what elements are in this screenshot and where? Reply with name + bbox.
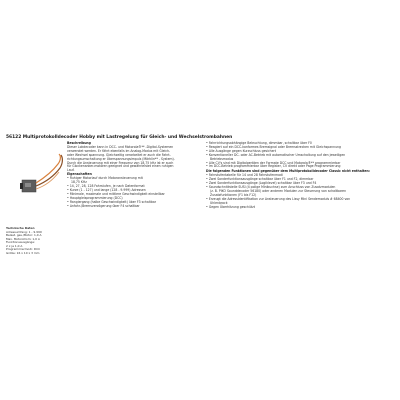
feature-item: • Alle Ausgänge gegen Kurzschluss gesichert [206,150,396,154]
decoder-chip [25,183,31,187]
tech-item: Max. Motorstrom: 1,0 A [6,236,40,241]
extra-item: • Zwei Sonderfunktionsausgänge schaltbar über F1 und F2, dimmbar [206,178,396,182]
tech-item: 2 x je 1,0 A [6,243,23,248]
extra-item: • Zwei Sonderfunktionsausgänge (Logiklevel) schaltbar über F3 und F4 [206,182,396,186]
feature-item: • Im DCC-Betrieb programmierbar über Register, CV direkt oder Page Programmierung [206,165,396,169]
feature-item: • Fahrrichtungsabhängige Beleuchtung, dimmbar, schaltbar über F0 [206,142,396,146]
feature-item: • Anfahr-/Bremsverzögerung über F4 schaltbar [67,205,197,209]
description-column [67,142,197,208]
description-line: für Glockenanker-motoren geeignet und gewährleistet einen ruhigen [67,164,174,169]
decoder-image [6,142,64,226]
features-heading: Eigenschaften [67,172,92,177]
extra-item: • Erzeugt die Adressidentifikation zur Ansteuerung des Lissy Mini Sendemoduls # 68400 von [206,198,396,202]
description-line: oder Wechsel spannung. Gleichzeitig verarbeitet er auch die Fahrt- [67,152,171,157]
tech-item: Funktionsausgänge: [6,240,36,244]
description-heading: Beschreibung [67,141,91,145]
extra-item: (z. B. PIKO Sounddecoder 56180) oder anderen Modulen zur Steuerung von schaltbaren [210,188,347,193]
feature-item: • 14, 27, 28, 128 Fahrstufen, je nach Datenformat [67,185,197,189]
description-line: verwendet werden. Er fährt ebenfalls im Analog-Modus mit Gleich- [67,148,171,153]
description-line: richtungsumschaltung er Überspannungsimpuls (Märklin** - System). [67,156,175,161]
extra-item: Zusatzfunktionen (F1 bis F12) [210,192,257,197]
features-right-column [206,142,396,209]
description-line: Durch die Ansteuerung mit einer Frequenz von 18,75 kHz ist er auch [67,160,174,165]
tech-item: Belast. ges./Motor: 1,0 A [6,233,42,237]
tech-item: Größe: 16 x 10 x 3 mm [6,250,40,255]
extra-heading: Die folgenden Funktionen sind gegenüber dem Multiprotokolldecoder Classic nicht enthalten: [206,169,370,174]
extra-item: • Fahrstufentabelle für 14 und 28 Fahrstufenmodi [206,174,396,178]
extra-item: • Soundschnittstelle SUSI (4 polige Minibuchse) zum Anschluss von Zusatzmodulen [206,186,396,190]
feature-item: • Kurze (1 - 127) und lange (128 - 9.999) Adressen [67,189,197,193]
feature-item: • Minimale, maximale und mittlere Geschwindigkeit einstellbar [67,193,197,197]
feature-item: • Alle CV's sind mit Digitalgeräten der Formate DCC und Motorola®** programmierbar [206,162,396,166]
feature-item: Betriebsmodus [210,156,234,161]
feature-item: • Konventioneller DC- oder AC-Betrieb mit automatischer Umschaltung auf den jeweiligen [206,154,396,158]
extra-item: Uhlenbrock [210,200,228,205]
feature-item: • Reagiert auf ein DCC-konformes Bremsignal oder Bremsstrecken mit Gleichspannung [206,146,396,150]
technical-data [6,227,64,255]
feature-item: • Hauptgleisprogrammierung (DCC) [67,197,197,201]
tech-item: Adressumfang: 1 - 9.999 [6,229,42,234]
description-line: Dieser Lokdecoder kann in DCC- und Motorola®** -Digital-Systemen [67,144,174,149]
decoder-plug [20,183,23,189]
feature-item: 18,75 KHz [71,180,87,185]
description-line: Lauf. [67,168,75,173]
feature-item: • Rangiergang (halbe Geschwindigkeit) über F3 schaltbar [67,201,197,205]
wire-brown [36,155,62,186]
feature-item: • Ruhiger Motorlauf durch Motoransteuerung mit [67,177,197,181]
tech-item: Programmiermodi: DCC [6,247,41,251]
extra-item: • Gegen Überhitzung geschützt [206,206,396,210]
product-title: 56122 Multiprotokolldecoder Hobby mit Lastregelung für Gleich- und Wechselstrombahnen [6,135,233,140]
wire-orange [36,154,60,183]
tech-heading: Technische Daten [6,226,35,230]
